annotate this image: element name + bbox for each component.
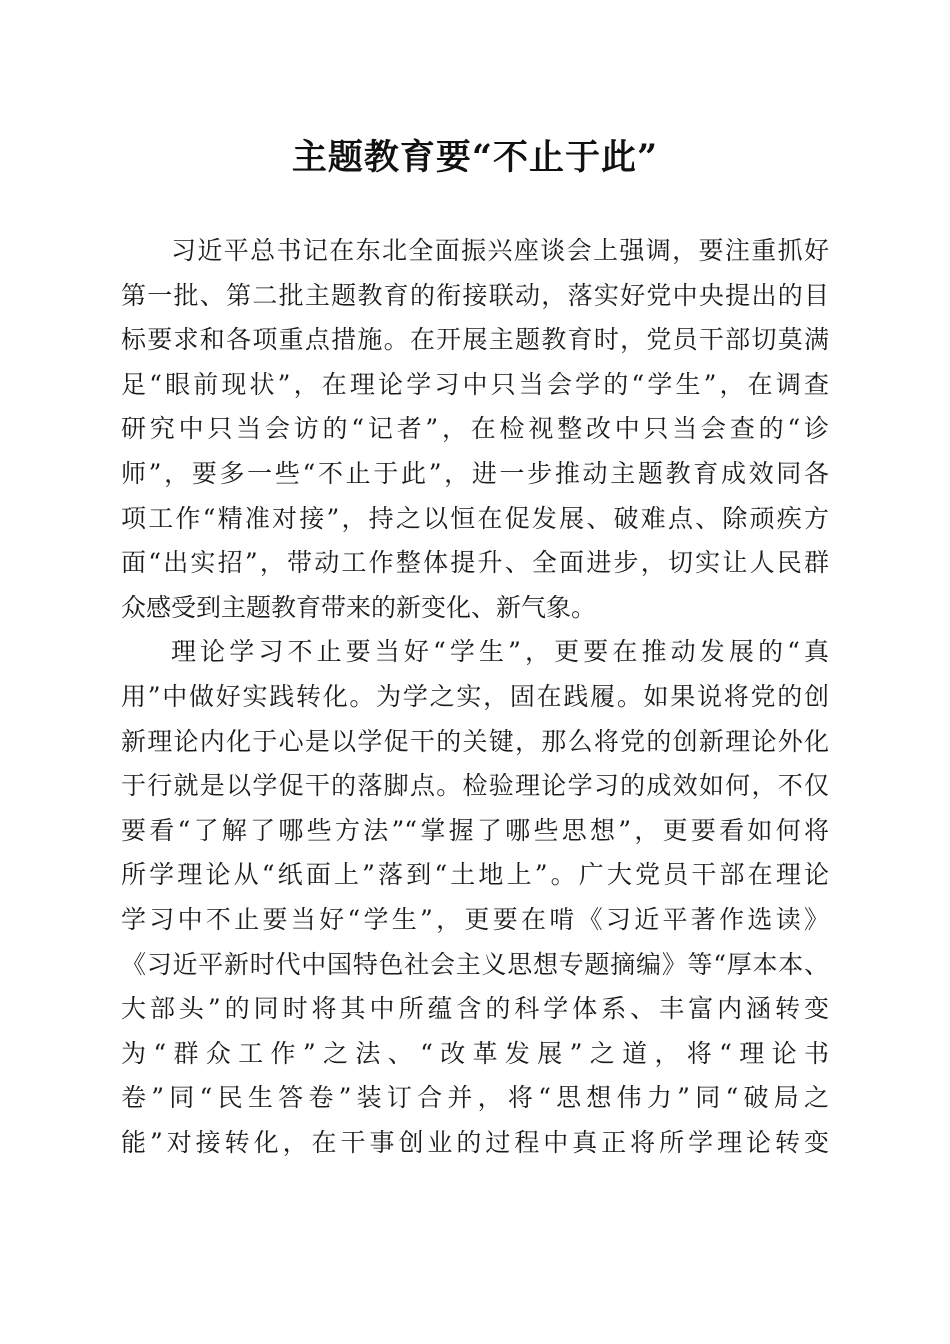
text-line: 第一批、第二批主题教育的衔接联动，落实好党中央提出的目 — [121, 280, 829, 310]
text-line: 足“眼前现状”，在理论学习中只当会学的“学生”，在调查 — [121, 369, 829, 399]
text-line: 项工作“精准对接”，持之以恒在促发展、破难点、除顽疾方 — [121, 503, 829, 533]
text-line: 理论学习不止要当好“学生”，更要在推动发展的“真 — [171, 637, 829, 667]
text-line: 《习近平新时代中国特色社会主义思想专题摘编》等“厚本本、 — [121, 949, 829, 979]
text-line: 卷”同“民生答卷”装订合并，将“思想伟力”同“破局之 — [121, 1083, 829, 1113]
text-line: 师”，要多一些“不止于此”，进一步推动主题教育成效同各 — [121, 458, 829, 488]
text-line: 于行就是以学促干的落脚点。检验理论学习的成效如何，不仅 — [121, 771, 829, 801]
text-line: 面“出实招”，带动工作整体提升、全面进步，切实让人民群 — [121, 548, 829, 578]
document-title: 主题教育要“不止于此” — [291, 137, 659, 178]
text-line: 能”对接转化，在干事创业的过程中真正将所学理论转变 — [121, 1127, 829, 1157]
paragraph-2 — [121, 630, 829, 1165]
text-line: 标要求和各项重点措施。在开展主题教育时，党员干部切莫满 — [121, 325, 829, 355]
text-line: 研究中只当会访的“记者”，在检视整改中只当会查的“诊 — [121, 414, 829, 444]
text-line: 习近平总书记在东北全面振兴座谈会上强调，要注重抓好 — [171, 236, 829, 265]
text-line: 所学理论从“纸面上”落到“土地上”。广大党员干部在理论 — [121, 860, 829, 890]
text-line: 学习中不止要当好“学生”，更要在啃《习近平著作选读》 — [121, 904, 829, 934]
text-line: 要看“了解了哪些方法”“掌握了哪些思想”，更要看如何将 — [121, 815, 829, 845]
text-line: 用”中做好实践转化。为学之实，固在践履。如果说将党的创 — [121, 681, 829, 711]
document-body — [121, 229, 829, 1165]
text-line: 众感受到主题教育带来的新变化、新气象。 — [121, 592, 597, 622]
text-line: 新理论内化于心是以学促干的关键，那么将党的创新理论外化 — [121, 726, 829, 756]
paragraph-1 — [121, 229, 829, 630]
text-line: 为“群众工作”之法、“改革发展”之道，将“理论书 — [121, 1038, 829, 1068]
text-line: 大部头”的同时将其中所蕴含的科学体系、丰富内涵转变 — [121, 994, 829, 1024]
